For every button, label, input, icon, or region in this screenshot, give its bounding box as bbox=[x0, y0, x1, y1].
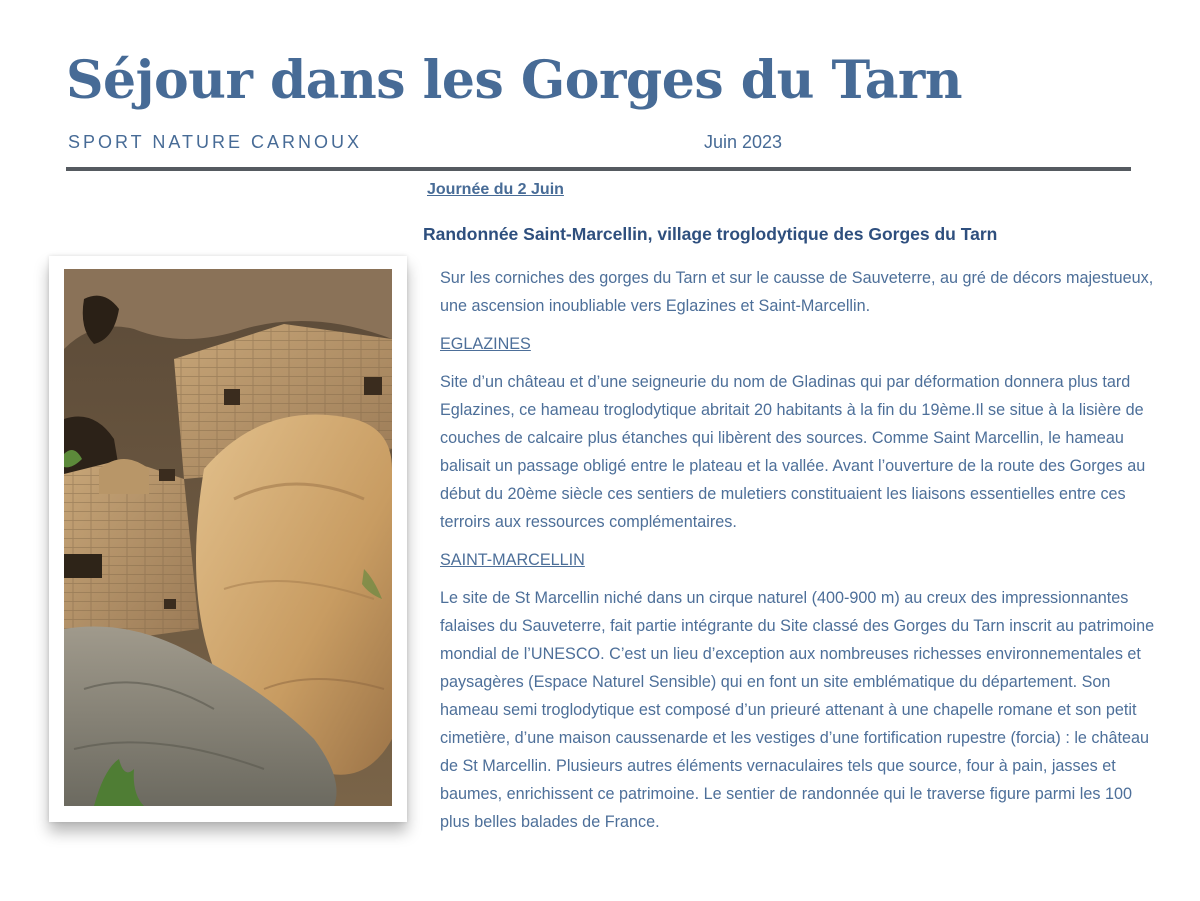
header-divider bbox=[66, 167, 1131, 171]
day-heading: Journée du 2 Juin bbox=[427, 181, 564, 198]
intro-paragraph: Sur les corniches des gorges du Tarn et sur le causse de Sauveterre, au gré de décors majestueux, une ascension inoubliable vers Eglazines et Saint-Marcellin. bbox=[440, 269, 1154, 315]
troglodyte-village-photo bbox=[64, 269, 392, 806]
photo-frame bbox=[49, 256, 407, 822]
section-label-saint-marcellin: SAINT-MARCELLIN bbox=[440, 551, 585, 569]
eglazines-paragraph: Site d’un château et d’une seigneurie du nom de Gladinas qui par déformation donnera plus tard Eglazines, ce hameau troglodytique abritait 20 habitants à la fin du 19ème.Il se situe à la lisière de couches de calcaire plus étanches qui libèrent des sources. Comme Saint Marcellin, le hameau balisait un passage obligé entre le plateau et la vallée. Avant l’ouverture de la route des Gorges au début du 20ème siècle ces sentiers de muletiers constituaient les liaisons essentielles entre ces terroirs aux ressources complémentaires. bbox=[440, 373, 1146, 531]
section-label-eglazines: EGLAZINES bbox=[440, 335, 531, 353]
article-subheading: Randonnée Saint-Marcellin, village troglodytique des Gorges du Tarn bbox=[423, 224, 998, 244]
saint-marcellin-paragraph: Le site de St Marcellin niché dans un cirque naturel (400-900 m) au creux des impressionnantes falaises du Sauveterre, fait partie intégrante du Site classé des Gorges du Tarn inscrit au patrimoine mondial de l’UNESCO. C’est un lieu d’exception aux nombreuses richesses environnementales et paysagères (Espace Naturel Sensible) qui en font un site emblématique du département. Son hameau semi troglodytique est composé d’un prieuré attenant à une chapelle romane et son petit cimetière, d’une maison caussenarde et les vestiges d’une fortification rupestre (forcia) : le château de St Marcellin. Plusieurs autres éléments vernaculaires tels que source, four à pain, jasses et baumes, enrichissent ce patrimoine. Le sentier de randonnée qui le traverse figure parmi les 100 plus belles balades de France. bbox=[440, 589, 1155, 831]
document-date: Juin 2023 bbox=[704, 132, 783, 152]
page-title: Séjour dans les Gorges du Tarn bbox=[66, 50, 963, 111]
article-body bbox=[440, 264, 1162, 846]
organization-name: SPORT NATURE CARNOUX bbox=[68, 132, 363, 152]
